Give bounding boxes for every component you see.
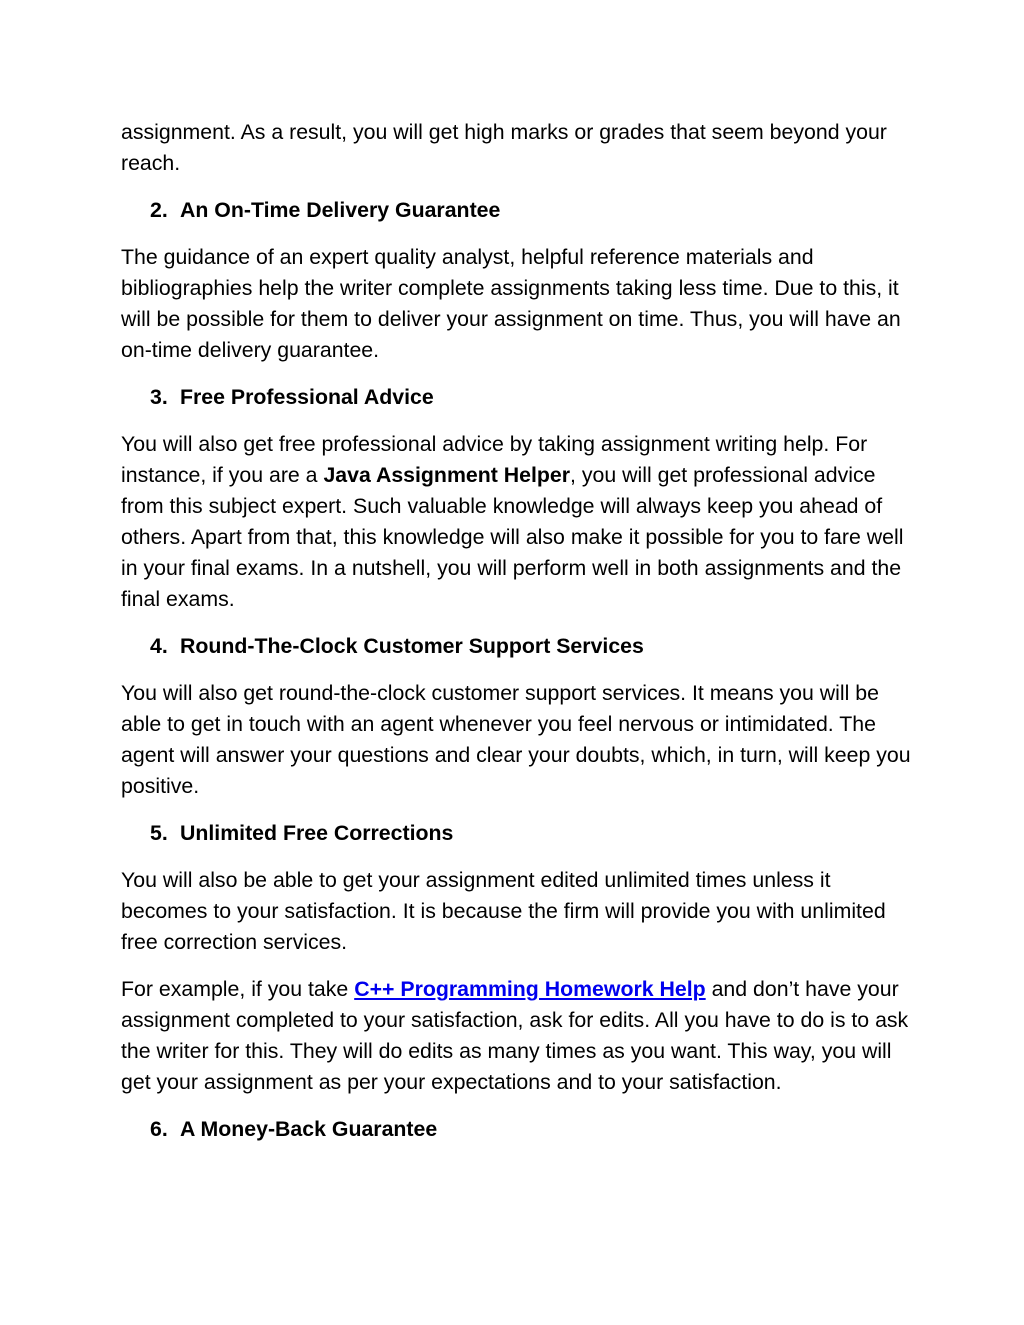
section-heading-free-advice: [121, 382, 921, 413]
example-text-start: For example, if you take: [121, 977, 355, 1001]
section-title: Round-The-Clock Customer Support Services: [180, 634, 644, 658]
section-number: 2.: [150, 198, 168, 222]
section-title: A Money-Back Guarantee: [180, 1117, 438, 1141]
document-page: [121, 117, 921, 1161]
section-heading-on-time-delivery: [121, 195, 921, 226]
section-title: An On-Time Delivery Guarantee: [180, 198, 501, 222]
section-heading-money-back: [121, 1114, 921, 1145]
intro-paragraph: assignment. As a result, you will get high marks or grades that seem beyond your reach.: [121, 120, 887, 175]
section-number: 6.: [150, 1117, 168, 1141]
bold-term-java-helper: Java Assignment Helper: [323, 463, 571, 487]
body-text-end: , you will get professional advice from this subject expert. Such valuable knowledge will always keep you ahead of others. Apart from that, this knowledge will also make it possible for you to fare well in your final exams. In a nutshell, you will perform well in both assignments and the final exams.: [121, 463, 904, 611]
section-body-free-advice: [121, 429, 921, 615]
section-body-on-time-delivery: The guidance of an expert quality analyst, helpful reference materials and bibliographies help the writer complete assignments taking less time. Due to this, it will be possible for them to deliver your assignment on time. Thus, you will have an on-time delivery guarantee.: [121, 245, 901, 362]
section-heading-customer-support: [121, 631, 921, 662]
section-heading-free-corrections: [121, 818, 921, 849]
section-body-customer-support: You will also get round-the-clock customer support services. It means you will be able to get in touch with an agent whenever you feel nervous or intimidated. The agent will answer your questions and clear your doubts, which, in turn, will keep you positive.: [121, 681, 911, 798]
body-text-start: You will also get free professional advice by taking assignment writing help. For instance, if you are a: [121, 432, 868, 487]
section-title: Free Professional Advice: [180, 385, 434, 409]
section-number: 3.: [150, 385, 168, 409]
section-number: 4.: [150, 634, 168, 658]
section-number: 5.: [150, 821, 168, 845]
section-example-free-corrections: [121, 974, 921, 1098]
section-body-free-corrections: You will also be able to get your assignment edited unlimited times unless it becomes to your satisfaction. It is because the firm will provide you with unlimited free correction services.: [121, 868, 886, 954]
cpp-homework-help-link[interactable]: C++ Programming Homework Help: [354, 977, 706, 1001]
section-title: Unlimited Free Corrections: [180, 821, 454, 845]
example-text-end: and don’t have your assignment completed to your satisfaction, ask for edits. All you have to do is to ask the writer for this. They will do edits as many times as you want. This way, you will get your assignment as per your expectations and to your satisfaction.: [121, 977, 909, 1094]
